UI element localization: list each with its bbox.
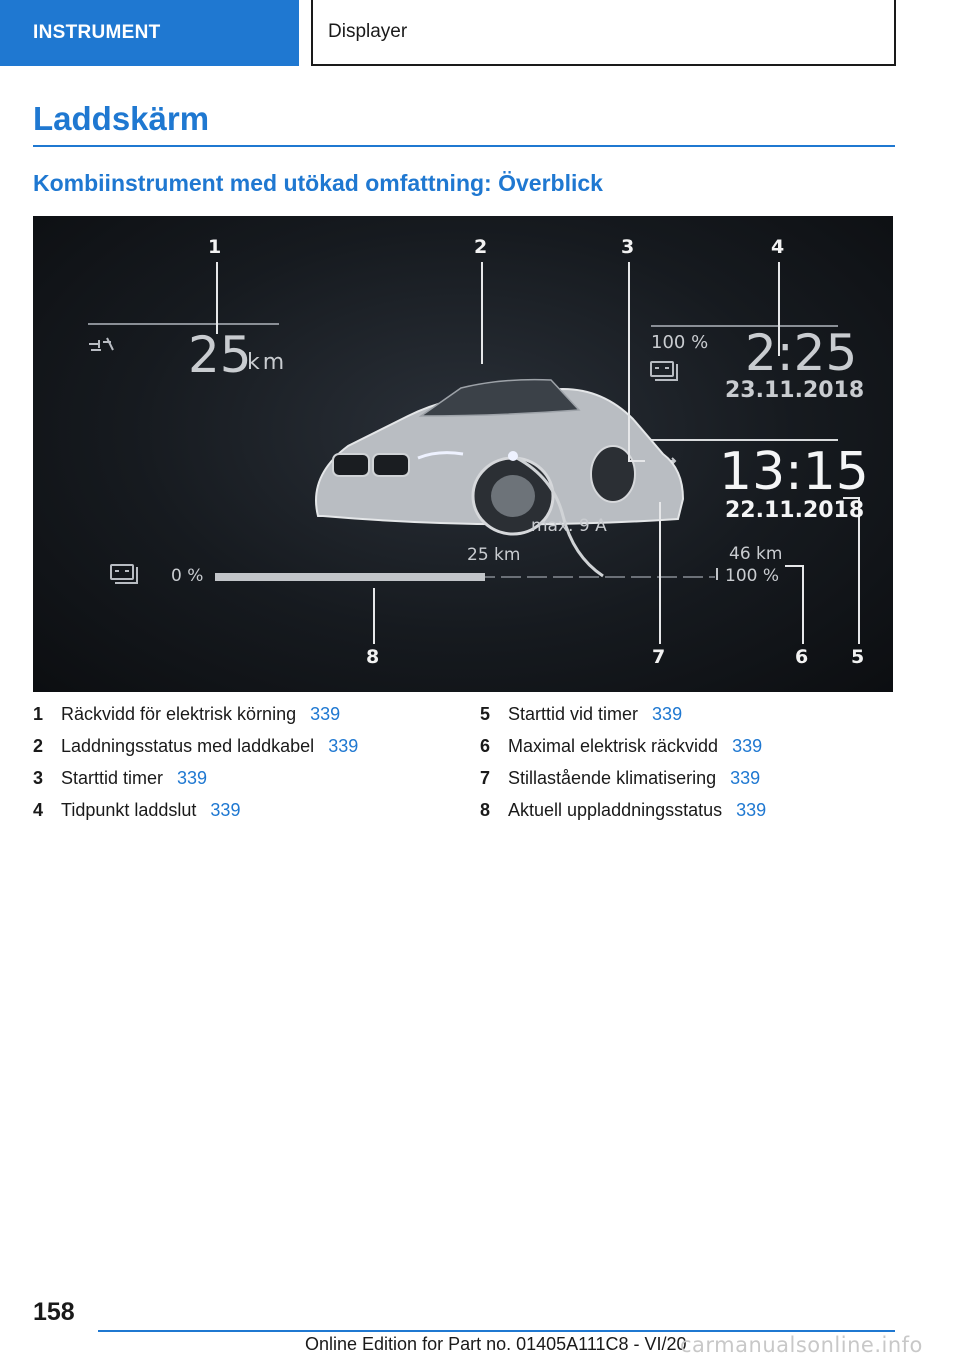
callout-2: 2: [474, 236, 488, 258]
legend-number: 2: [33, 736, 44, 756]
battery-percent: 100 %: [651, 332, 709, 353]
legend-item: [33, 768, 358, 800]
legend-number: 4: [33, 800, 44, 820]
callout-7: 7: [652, 646, 666, 668]
callout-1: 1: [208, 236, 222, 258]
page-reference-link[interactable]: 339: [736, 800, 767, 820]
legend-number: 3: [33, 768, 44, 788]
title-divider: [33, 145, 895, 147]
legend-text: Starttid timer: [61, 768, 164, 788]
legend-item: [480, 800, 766, 832]
bar-end-label: 100 %: [725, 566, 780, 586]
page-reference-link[interactable]: 339: [730, 768, 761, 788]
max-current: max. 9 A: [531, 516, 607, 536]
legend-item: [33, 704, 358, 736]
range-value: 25: [188, 326, 252, 384]
charge-progress-bar: [215, 568, 717, 580]
section-subtitle: Kombiinstrument med utökad omfattning: Överblick: [33, 170, 603, 196]
bar-current-label: 25 km: [467, 545, 521, 565]
legend-item: [480, 768, 766, 800]
bar-max-range-label: 46 km: [729, 544, 783, 564]
page-reference-link[interactable]: 339: [652, 704, 683, 724]
charge-plug-icon: [89, 338, 113, 350]
callout-3: 3: [621, 236, 635, 258]
section-tab: INSTRUMENT: [0, 0, 299, 66]
chapter-tab: Displayer: [311, 0, 896, 66]
timer-time: 13:15: [719, 442, 869, 502]
legend-number: 1: [33, 704, 44, 724]
page-title: Laddskärm: [33, 100, 210, 137]
charge-end-time: 2:25: [745, 324, 858, 382]
page-reference-link[interactable]: 339: [210, 800, 241, 820]
page-number: 158: [33, 1298, 75, 1326]
callout-4: 4: [771, 236, 785, 258]
page-reference-link[interactable]: 339: [732, 736, 763, 756]
legend-number: 5: [480, 704, 491, 724]
legend-number: 7: [480, 768, 491, 788]
legend-item: [480, 736, 766, 768]
legend-number: 6: [480, 736, 491, 756]
legend-text: Laddningsstatus med laddkabel: [61, 736, 315, 756]
watermark: carmanualsonline.info: [680, 1333, 923, 1357]
instrument-cluster-figure: [33, 216, 893, 692]
legend-number: 8: [480, 800, 491, 820]
callout-5: 5: [851, 646, 865, 668]
page-reference-link[interactable]: 339: [328, 736, 359, 756]
page-reference-link[interactable]: 339: [177, 768, 208, 788]
battery-icon-top: [651, 362, 677, 380]
footer-edition: Online Edition for Part no. 01405A111C8 - VI/20: [305, 1334, 687, 1354]
legend-item: [33, 800, 358, 832]
legend-column-right: [480, 704, 766, 832]
bar-start-label: 0 %: [171, 566, 204, 586]
legend-item: [33, 736, 358, 768]
legend-column-left: [33, 704, 358, 832]
range-unit: km: [247, 350, 288, 375]
legend-text: Stillastående klimatisering: [508, 768, 717, 788]
charge-end-date: 23.11.2018: [725, 378, 865, 403]
legend-text: Maximal elektrisk räckvidd: [508, 736, 719, 756]
callout-6: 6: [795, 646, 809, 668]
callout-8: 8: [366, 646, 380, 668]
page-reference-link[interactable]: 339: [310, 704, 341, 724]
footer-divider: [98, 1330, 895, 1332]
legend-text: Aktuell uppladdningsstatus: [508, 800, 723, 820]
battery-icon-bar: [111, 565, 137, 583]
legend-text: Tidpunkt laddslut: [61, 800, 197, 820]
legend-text: Räckvidd för elektrisk körning: [61, 704, 297, 724]
legend-item: [480, 704, 766, 736]
legend-text: Starttid vid timer: [508, 704, 639, 724]
timer-date: 22.11.2018: [725, 498, 865, 523]
